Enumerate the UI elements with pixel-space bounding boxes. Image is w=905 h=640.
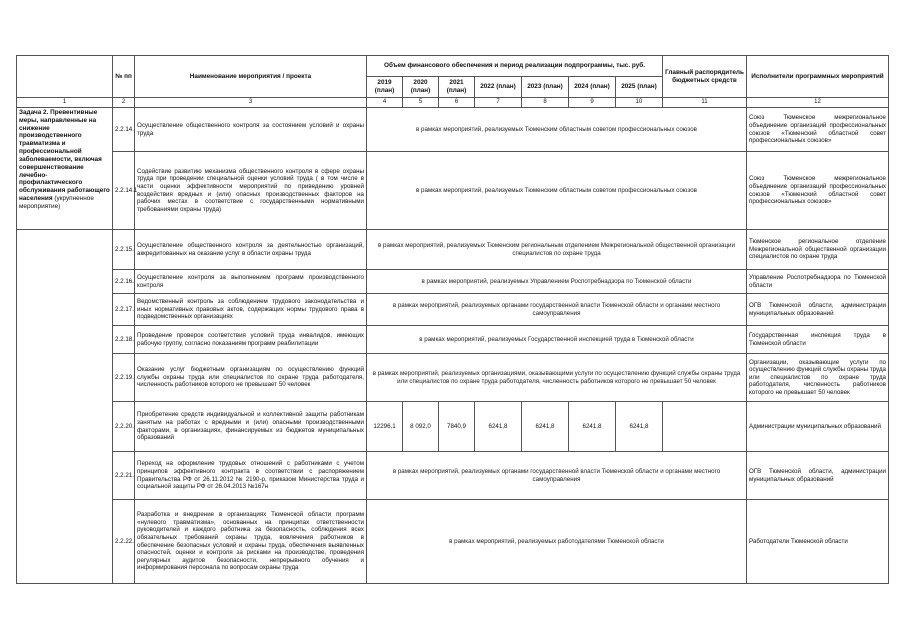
- row-name: Приобретение средств индивидуальной и коллективной защиты работникам занятым на работах с вредными и (или) опасными производственными факторами, в организациях, финансируемых из бюджетов муниципальных образований: [135, 402, 367, 452]
- table-row: [17, 402, 889, 452]
- row-funding-note: в рамках мероприятий, реализуемых работодателями Тюменской области: [367, 500, 747, 584]
- value-2024: 6241,8: [569, 402, 616, 452]
- task-title: Задача 2. Превентивные меры, направленные на снижение производственного травматизма и профессиональной заболеваемости, включая совершенствование лечебно-профилактического обслуживания работающего населения: [19, 109, 110, 202]
- col-number-7: 7: [475, 98, 522, 108]
- row-number: 2.2.16.: [113, 270, 135, 294]
- row-executor: ОГВ Тюменской области, администрации муниципальных образований: [747, 452, 889, 500]
- col-number-3: 3: [135, 98, 367, 108]
- header-executors: Исполнители программных мероприятий: [747, 56, 889, 98]
- row-name: Оказание услуг бюджетным организациям по осуществлению функций службы охраны труда или специалистов по охране труда работодателя, численность работников которого не превышает 50 человек: [135, 354, 367, 402]
- header-name: Наименование мероприятия / проекта: [135, 56, 367, 98]
- row-name: Разработка и внедрение в организациях Тюменской области программ «нулевого травматизма», основанных на принципах ответственности руководителей и каждого работника за безопасность, соблюдения всех обязательных требований охраны труда, вовлечения работников в обеспечение безопасных условий и охраны труда, обеспечения выявленных опасностей, оценки и контроля за рисками на производстве, проведения регулярных аудитов безопасности, непрерывного обучения и информирования персонала по вопросам охраны труда: [135, 500, 367, 584]
- header-funding: Объем финансового обеспечения и период реализации подпрограммы, тыс. руб.: [367, 56, 663, 77]
- value-2019: 12296,1: [367, 402, 403, 452]
- row-funding-note: в рамках мероприятий, реализуемых Тюменским областным советом профессиональных союзов: [367, 152, 747, 230]
- row-funding-note: в рамках мероприятий, реализуемых организациями, оказывающими услуги по осуществлению функций службы охраны труда или специалистов по охране труда работодателя, численность работников которого не превышает 50 человек: [367, 354, 747, 402]
- row-name: Осуществление контроля за выполнением программ производственного контроля: [135, 270, 367, 294]
- value-2021: 7840,9: [439, 402, 475, 452]
- row-executor: Организации, оказывающие услуги по осуществлению функций службы охраны труда или специалистов по охране труда работодателя, численность работников которого не превышает 50 человек: [747, 354, 889, 402]
- header-empty: [17, 56, 113, 98]
- row-funding-note: в рамках мероприятий, реализуемых Государственной инспекцией труда в Тюменской области: [367, 326, 747, 354]
- row-name: Содействие развитию механизма общественного контроля в сфере охраны труда при проведении специальной оценки условий труда ( в том числе в части оценки эффективности мероприятий по приведению уровней воздействия вредных и (или) опасных производственных факторов на рабочих местах в соответствие с государственными нормативными требованиями охраны труда): [135, 152, 367, 230]
- row-number: 2.2.22.: [113, 500, 135, 584]
- row-number: 2.2.18.: [113, 326, 135, 354]
- col-number-1: 1: [17, 98, 113, 108]
- task-cell: [17, 108, 113, 230]
- header-year-2023: 2023 (план): [522, 77, 569, 98]
- row-executor: Администрации муниципальных образований: [747, 402, 889, 452]
- col-number-8: 8: [522, 98, 569, 108]
- col-number-10: 10: [616, 98, 663, 108]
- header-year-2020: 2020 (план): [403, 77, 439, 98]
- value-2025: 6241,8: [616, 402, 663, 452]
- header-number: № пп: [113, 56, 135, 98]
- row-number: 2.2.14.1: [113, 152, 135, 230]
- header-year-2025: 2025 (план): [616, 77, 663, 98]
- row-executor: Управление Роспотребнадзора по Тюменской области: [747, 270, 889, 294]
- header-year-2021: 2021 (план): [439, 77, 475, 98]
- row-number: 2.2.20.: [113, 402, 135, 452]
- row-funding-note: в рамках мероприятий, реализуемых Тюменским региональным отделением Межрегиональной общественной организации специалистов по охране труда: [367, 230, 747, 270]
- value-2022: 6241,8: [475, 402, 522, 452]
- row-name: Ведомственный контроль за соблюдением трудового законодательства и иных нормативных правовых актов, содержащих нормы трудового права в подведомственных организациях: [135, 294, 367, 326]
- task-note: (укрупненное мероприятие): [19, 194, 94, 210]
- col-number-4: 4: [367, 98, 403, 108]
- col-number-12: 12: [747, 98, 889, 108]
- table-row: [17, 294, 889, 326]
- row-funding-note: в рамках мероприятий, реализуемых Тюменским областным советом профессиональных союзов: [367, 108, 747, 152]
- value-2020: 8 092,0: [403, 402, 439, 452]
- row-executor: ОГВ Тюменской области, администрации муниципальных образований: [747, 294, 889, 326]
- table-row: [17, 230, 889, 270]
- row-number: 2.2.21.: [113, 452, 135, 500]
- header-year-2022: 2022 (план): [475, 77, 522, 98]
- row-funding-note: в рамках мероприятий, реализуемых Управлением Роспотребнадзора по Тюменской области: [367, 270, 747, 294]
- row-name: Переход на оформление трудовых отношений с работниками с учетом принципов эффективного контракта в соответствии с распоряжением Правительства РФ от 26.11.2012 № 2190-р, приказом Министерства труда и социальной защиты РФ от 26.04.2013 №167н: [135, 452, 367, 500]
- row-executor: Государственная инспекция труда в Тюменской области: [747, 326, 889, 354]
- row-number: 2.2.14.: [113, 108, 135, 152]
- table-row: [17, 108, 889, 152]
- row-executor: Союз Тюменское межрегиональное объединение организаций профессиональных союзов «Тюменский областной совет профессиональных союзов»: [747, 152, 889, 230]
- row-number: 2.2.17.: [113, 294, 135, 326]
- table-row: [17, 500, 889, 584]
- table-row: [17, 354, 889, 402]
- header-manager: Главный распорядитель бюджетных средств: [663, 56, 747, 98]
- row-name: Проведение проверок соответствия условий труда инвалидов, имеющих рабочую группу, согласно показаниям программ реабилитации: [135, 326, 367, 354]
- col-number-9: 9: [569, 98, 616, 108]
- row-executor: Тюменское региональное отделение Межрегиональной общественной организации специалистов по охране труда: [747, 230, 889, 270]
- header-year-2024: 2024 (план): [569, 77, 616, 98]
- value-2023: 6241,8: [522, 402, 569, 452]
- table-row: [17, 152, 889, 230]
- task-cell-continued: [17, 230, 113, 584]
- row-number: 2.2.15.: [113, 230, 135, 270]
- table-row: [17, 270, 889, 294]
- row-manager: [663, 402, 747, 452]
- program-table: [16, 55, 889, 584]
- col-number-11: 11: [663, 98, 747, 108]
- row-number: 2.2.19.: [113, 354, 135, 402]
- row-name: Осуществление общественного контроля за состоянием условий и охраны труда: [135, 108, 367, 152]
- table-row: [17, 452, 889, 500]
- row-executor: Работодатели Тюменской области: [747, 500, 889, 584]
- table-row: [17, 326, 889, 354]
- row-executor: Союз Тюменское межрегиональное объединение организаций профессиональных союзов «Тюменский областной совет профессиональных союзов»: [747, 108, 889, 152]
- header-year-2019: 2019 (план): [367, 77, 403, 98]
- col-number-6: 6: [439, 98, 475, 108]
- row-name: Осуществление общественного контроля за деятельностью организаций, аккредитованных на оказание услуг в области охраны труда: [135, 230, 367, 270]
- col-number-5: 5: [403, 98, 439, 108]
- col-number-2: 2: [113, 98, 135, 108]
- row-funding-note: в рамках мероприятий, реализуемых органами государственной власти Тюменской области и органами местного самоуправления: [367, 452, 747, 500]
- row-funding-note: в рамках мероприятий, реализуемых органами государственной власти Тюменской области и органами местного самоуправления: [367, 294, 747, 326]
